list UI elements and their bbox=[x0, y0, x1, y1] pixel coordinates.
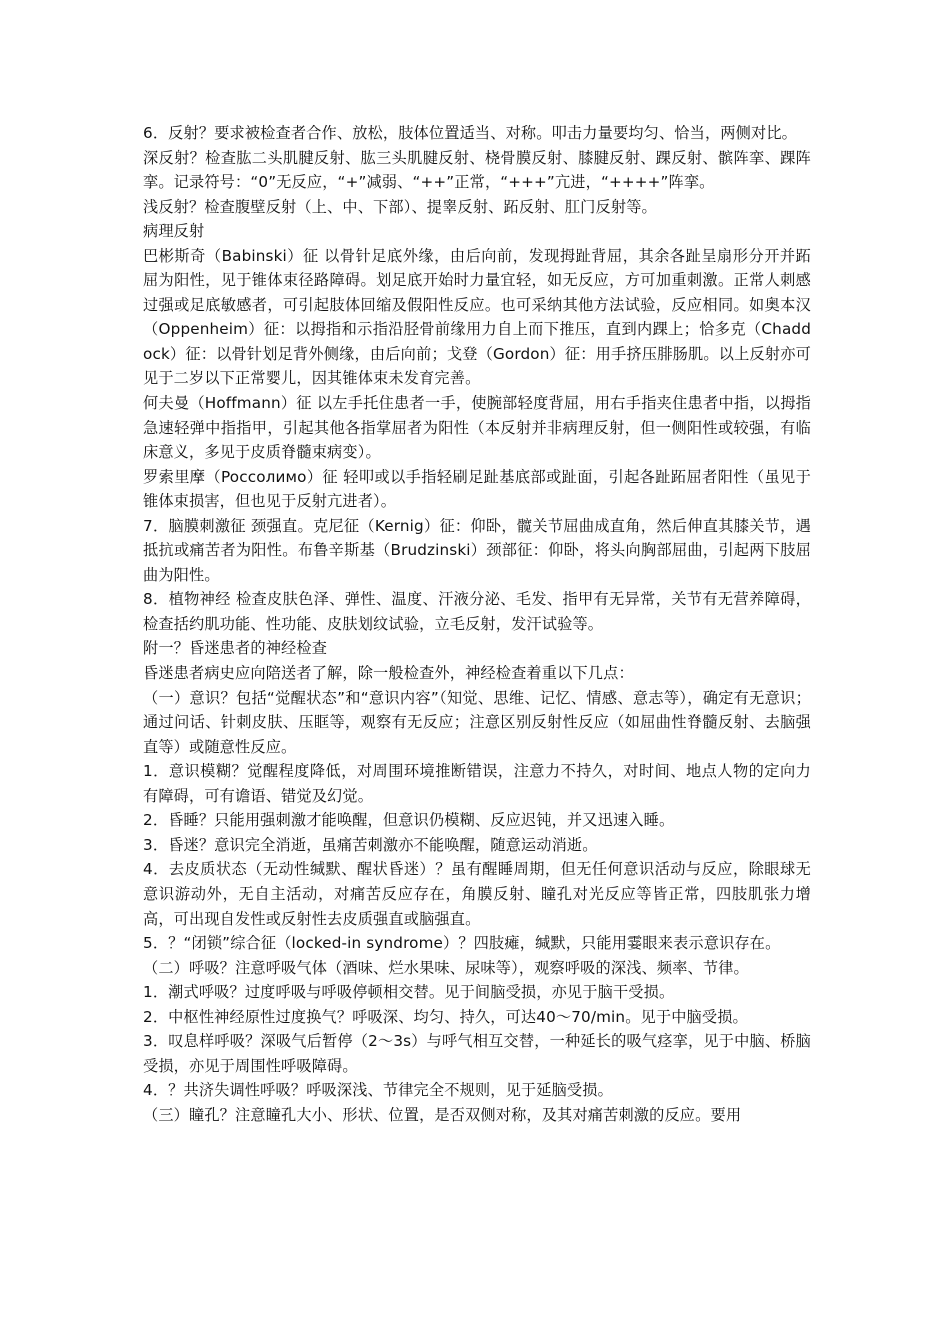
paragraph: 昏迷患者病史应向陪送者了解，除一般检查外，神经检查着重以下几点： bbox=[143, 664, 634, 683]
paragraph: 巴彬斯奇（Babinski）征 以骨针足底外缘，由后向前，发现拇趾背屈，其余各趾呈扇形分开并跖屈为阳性，见于锥体束径路障碍。划足底开始时力量宜轻，如无反应，方可加重刺激。正常人刺感过强或足底敏感者，可引起肢体回缩及假阳性反应。也可采纳其他方法试验，反应相同。如奥本汉（Oppenheim）征：以拇指和示指沿胫骨前缘用力自上而下推压，直到内踝上；恰多克（Chaddock）征：以骨针划足背外侧缘，由后向前；戈登（Gordon）征：用手挤压腓肠肌。以上反射亦可见于二岁以下正常婴儿，因其锥体束未发育完善。 bbox=[143, 246, 811, 388]
section-heading: 病理反射 bbox=[143, 222, 205, 241]
paragraph: 何夫曼（Hoffmann）征 以左手托住患者一手，使腕部轻度背屈，用右手指夹住患者中指，以拇指急速轻弹中指指甲，引起其他各指掌屈者为阳性（本反射并非病理反射，但一侧阳性或较强，有临床意义，多见于皮质脊髓束病变）。 bbox=[143, 394, 811, 462]
paragraph: 3．昏迷？意识完全消逝，虽痛苦刺激亦不能唤醒，随意运动消逝。 bbox=[143, 835, 598, 854]
paragraph: 深反射？检查肱二头肌腱反射、肱三头肌腱反射、桡骨膜反射、膝腱反射、踝反射、髌阵挛、踝阵挛。记录符号：“0”无反应，“+”减弱、“++”正常，“+++”亢进，“++++”阵挛。 bbox=[143, 148, 811, 192]
paragraph: 1．潮式呼吸？过度呼吸与呼吸停顿相交替。见于间脑受损，亦见于脑干受损。 bbox=[143, 983, 675, 1002]
paragraph: 4．？共济失调性呼吸？呼吸深浅、节律完全不规则，见于延脑受损。 bbox=[143, 1081, 613, 1100]
paragraph: 8．植物神经 检查皮肤色泽、弹性、温度、汗液分泌、毛发、指甲有无异常，关节有无营养障碍，检查括约肌功能、性功能、皮肤划纹试验，立毛反射，发汗试验等。 bbox=[143, 590, 811, 633]
paragraph: 浅反射？检查腹壁反射（上、中、下部）、提睾反射、跖反射、肛门反射等。 bbox=[143, 197, 657, 216]
paragraph: 2．中枢性神经原性过度换气？呼吸深、均匀、持久，可达40～70/min。见于中脑受损。 bbox=[143, 1007, 748, 1026]
document-page bbox=[143, 121, 811, 1127]
paragraph: 1．意识模糊？觉醒程度降低，对周围环境推断错误，注意力不持久，对时间、地点人物的定向力有障碍，可有谵语、错觉及幻觉。 bbox=[143, 762, 811, 805]
paragraph: 3．叹息样呼吸？深吸气后暂停（2～3s）与呼气相互交替，一种延长的吸气痉挛，见于中脑、桥脑受损，亦见于周围性呼吸障碍。 bbox=[143, 1032, 811, 1075]
paragraph: 5．？“闭锁”综合征（locked-in syndrome）？四肢瘫，缄默，只能用霎眼来表示意识存在。 bbox=[143, 934, 781, 953]
paragraph: 2．昏睡？只能用强刺激才能唤醒，但意识仍模糊、反应迟钝，并又迅速入睡。 bbox=[143, 811, 675, 830]
paragraph: 6．反射？要求被检查者合作、放松，肢体位置适当、对称。叩击力量要均匀、恰当，两侧对比。 bbox=[143, 124, 797, 142]
paragraph: （二）呼吸？注意呼吸气体（酒味、烂水果味、尿味等），观察呼吸的深浅、频率、节律。 bbox=[143, 958, 749, 977]
paragraph: 罗索里摩（Poccoлимо）征 轻叩或以手指轻刷足趾基底部或趾面，引起各趾跖屈者阳性（虽见于锥体束损害，但也见于反射亢进者）。 bbox=[143, 467, 811, 511]
paragraph: （三）瞳孔？注意瞳孔大小、形状、位置，是否双侧对称，及其对痛苦刺激的反应。要用 bbox=[143, 1105, 742, 1124]
paragraph: （一）意识？包括“觉醒状态”和“意识内容”（知觉、思维、记忆、情感、意志等），确定有无意识；通过问话、针刺皮肤、压眶等，观察有无反应；注意区别反射性反应（如屈曲性脊髓反射、去脑强直等）或随意性反应。 bbox=[143, 688, 811, 756]
paragraph: 7．脑膜刺激征 颈强直。克尼征（Kernig）征：仰卧，髋关节屈曲成直角，然后伸直其膝关节，遇抵抗或痛苦者为阳性。布鲁辛斯基（Brudzinski）颈部征：仰卧，将头向胸部屈曲，引起两下肢屈曲为阳性。 bbox=[143, 516, 811, 584]
section-heading: 附一？昏迷患者的神经检查 bbox=[143, 639, 328, 658]
paragraph: 4．去皮质状态（无动性缄默、醒状昏迷）？虽有醒睡周期，但无任何意识活动与反应，除眼球无意识游动外，无自主活动，对痛苦反应存在，角膜反射、瞳孔对光反应等皆正常，四肢肌张力增高，可出现自发性或反射性去皮质强直或脑强直。 bbox=[143, 860, 811, 928]
